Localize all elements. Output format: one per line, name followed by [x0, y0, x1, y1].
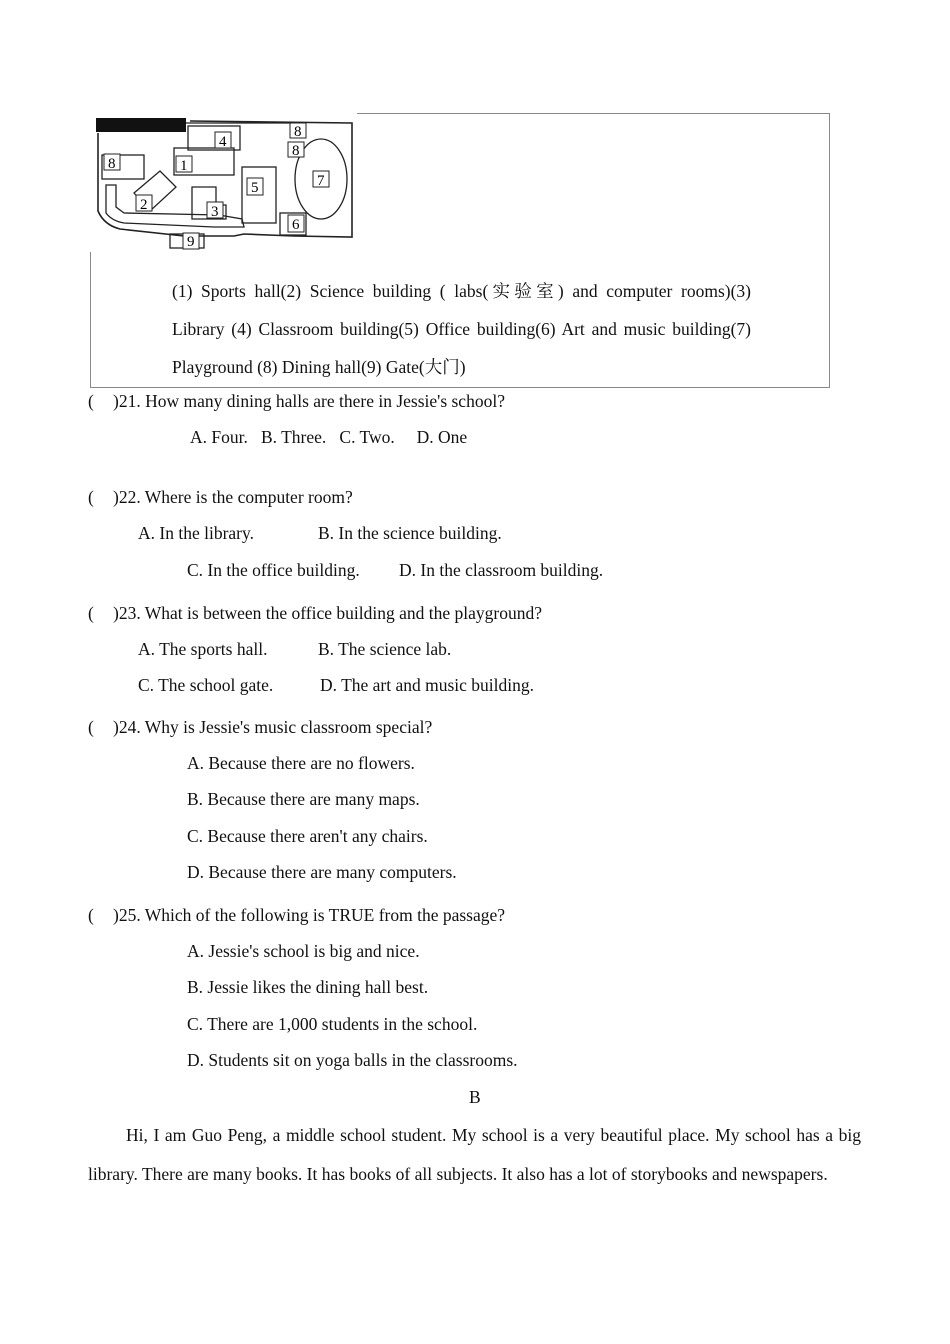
map-legend: (1) Sports hall(2) Science building ( labs(实验室) and computer rooms)(3) Library (4) Classroom building(5) Office building(6) Art and music building(7) Playground (8) Dining hall(9) Gate(大门)	[172, 281, 751, 377]
svg-text:6: 6	[292, 217, 300, 233]
answer-paren-25: (	[88, 905, 94, 925]
answer-paren-23: (	[88, 603, 94, 623]
map-label-8-mid	[288, 142, 304, 159]
question-25-option-c: C. There are 1,000 students in the school.	[187, 1014, 478, 1034]
section-b-paragraph: Hi, I am Guo Peng, a middle school student. My school is a very beautiful place. My school has a big library. There are many books. It has books of all subjects. It also has a lot of storybooks and newspapers.	[88, 1125, 861, 1184]
question-23-option-c: C. The school gate.	[138, 675, 274, 695]
svg-text:8: 8	[292, 143, 300, 159]
svg-text:8: 8	[294, 124, 302, 140]
question-24-option-d: D. Because there are many computers.	[187, 862, 457, 882]
map-label-5	[247, 178, 263, 196]
answer-paren-24: (	[88, 717, 94, 737]
question-22-stem: )22. Where is the computer room?	[113, 487, 353, 507]
answer-paren-22: (	[88, 487, 94, 507]
question-21-options: A. Four. B. Three. C. Two. D. One	[190, 427, 468, 447]
map-label-8-left	[104, 154, 120, 172]
question-23-option-b: B. The science lab.	[318, 639, 452, 659]
map-label-4	[215, 132, 231, 150]
question-25-option-a: A. Jessie's school is big and nice.	[187, 941, 420, 961]
svg-text:1: 1	[180, 158, 188, 174]
question-22-option-d: D. In the classroom building.	[399, 560, 604, 580]
section-b-heading: B	[469, 1087, 481, 1107]
svg-text:8: 8	[108, 156, 116, 172]
question-21-stem: )21. How many dining halls are there in Jessie's school?	[113, 391, 505, 411]
map-label-6	[288, 215, 304, 233]
map-label-1	[176, 156, 192, 174]
svg-text:4: 4	[219, 134, 227, 150]
question-22-option-c: C. In the office building.	[187, 560, 360, 580]
question-24-option-c: C. Because there aren't any chairs.	[187, 826, 428, 846]
question-23-stem: )23. What is between the office building and the playground?	[113, 603, 542, 623]
school-map	[94, 115, 358, 250]
map-label-7	[313, 171, 329, 189]
answer-paren-21: (	[88, 391, 94, 411]
question-25-option-b: B. Jessie likes the dining hall best.	[187, 977, 429, 997]
question-25-option-d: D. Students sit on yoga balls in the classrooms.	[187, 1050, 518, 1070]
map-label-8-top	[290, 123, 306, 140]
svg-text:9: 9	[187, 234, 195, 250]
question-23-option-d: D. The art and music building.	[320, 675, 535, 695]
map-building-4	[188, 126, 240, 150]
question-24-option-b: B. Because there are many maps.	[187, 789, 420, 809]
question-24-option-a: A. Because there are no flowers.	[187, 753, 415, 773]
question-25-stem: )25. Which of the following is TRUE from the passage?	[113, 905, 506, 925]
question-24-stem: )24. Why is Jessie's music classroom special?	[113, 717, 433, 737]
map-black-bar	[96, 118, 186, 132]
question-23-option-a: A. The sports hall.	[138, 639, 268, 659]
question-22-option-b: B. In the science building.	[318, 523, 502, 543]
map-label-3	[207, 202, 223, 220]
svg-text:7: 7	[317, 173, 325, 189]
map-label-9	[183, 233, 199, 250]
question-22-option-a: A. In the library.	[138, 523, 254, 543]
svg-text:2: 2	[140, 197, 148, 213]
map-label-2	[136, 195, 152, 213]
svg-text:5: 5	[251, 180, 259, 196]
svg-text:3: 3	[211, 204, 219, 220]
